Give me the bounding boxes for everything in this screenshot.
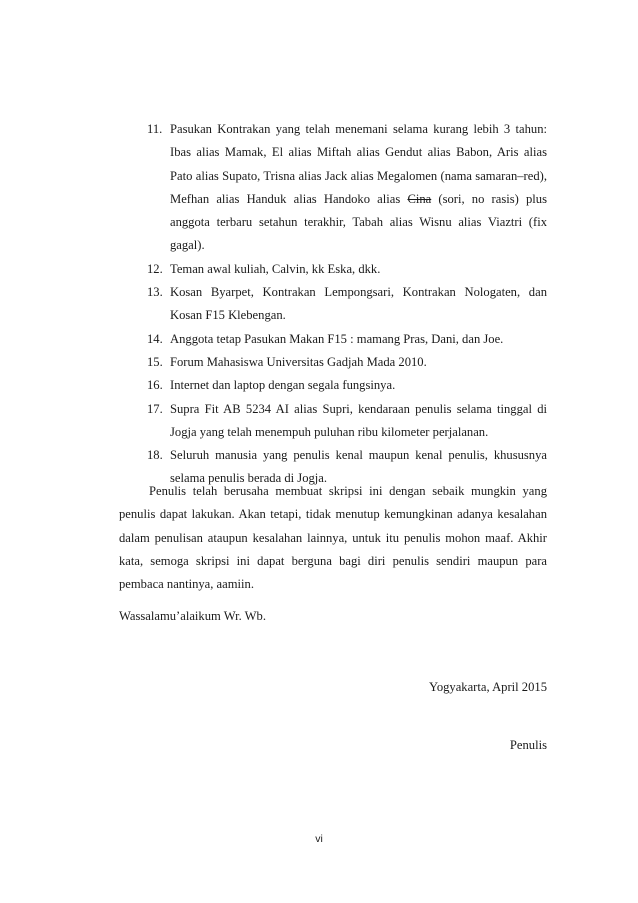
list-item: [147, 118, 547, 258]
closing-paragraph: Penulis telah berusaha membuat skripsi ini dengan sebaik mungkin yang penulis dapat lakukan. Akan tetapi, tidak menutup kemungkinan adanya kesalahan dalam penulisan ataupun kesalahan lainnya, untuk itu penulis mohon maaf. Akhir kata, semoga skripsi ini dapat berguna bagi diri penulis sendiri maupun para pembaca nantinya, aamiin.: [119, 484, 547, 592]
page-number: vi: [315, 833, 323, 845]
list-item: [147, 374, 547, 397]
author-signature: Penulis: [509, 738, 547, 752]
list-item: [147, 351, 547, 374]
item-text: Pasukan Kontrakan yang telah menemani selama kurang lebih 3 tahun: Ibas alias Mamak, El alias Miftah alias Gendut alias Babon, Aris alias Pato alias Supato, Trisna alias Jack alias Megalomen (nama samaran–red), Mefhan alias Handuk alias Handoko alias: [170, 122, 547, 206]
item-number: 11.: [147, 122, 163, 136]
item-text-continued: (sori, no rasis) plus anggota terbaru setahun terakhir, Tabah alias Wisnu alias Viaztri (fix gagal).: [170, 191, 547, 253]
item-number: 13.: [147, 285, 163, 300]
item-text: Teman awal kuliah, Calvin, kk Eska, dkk.: [170, 261, 381, 276]
item-number: 12.: [147, 261, 163, 276]
item-text: Forum Mahasiswa Universitas Gadjah Mada 2010.: [170, 354, 427, 369]
place-date: Yogyakarta, April 2015: [428, 680, 547, 694]
list-item: [147, 281, 547, 328]
item-text: Seluruh manusia yang penulis kenal maupun kenal penulis, khususnya selama penulis berada di Jogja.: [170, 448, 547, 486]
item-number: 18.: [147, 448, 163, 463]
item-number: 17.: [147, 401, 163, 416]
item-number: 14.: [147, 331, 163, 346]
salutation: Wassalamu’alaikum Wr. Wb.: [119, 609, 267, 623]
struck-word: Cina: [407, 191, 432, 206]
item-number: 16.: [147, 378, 163, 393]
item-text: Anggota tetap Pasukan Makan F15 : mamang Pras, Dani, dan Joe.: [170, 331, 504, 346]
list-item: [147, 398, 547, 445]
list-item: [147, 258, 547, 281]
item-text: Internet dan laptop dengan segala fungsinya.: [170, 378, 396, 393]
item-number: 15.: [147, 354, 163, 369]
item-text: Kosan Byarpet, Kontrakan Lempongsari, Kontrakan Nologaten, dan Kosan F15 Klebengan.: [170, 285, 547, 323]
item-text: Supra Fit AB 5234 AI alias Supri, kendaraan penulis selama tinggal di Jogja yang telah menempuh puluhan ribu kilometer perjalanan.: [170, 401, 547, 439]
list-item: [147, 328, 547, 351]
acknowledgement-list: [147, 118, 547, 491]
